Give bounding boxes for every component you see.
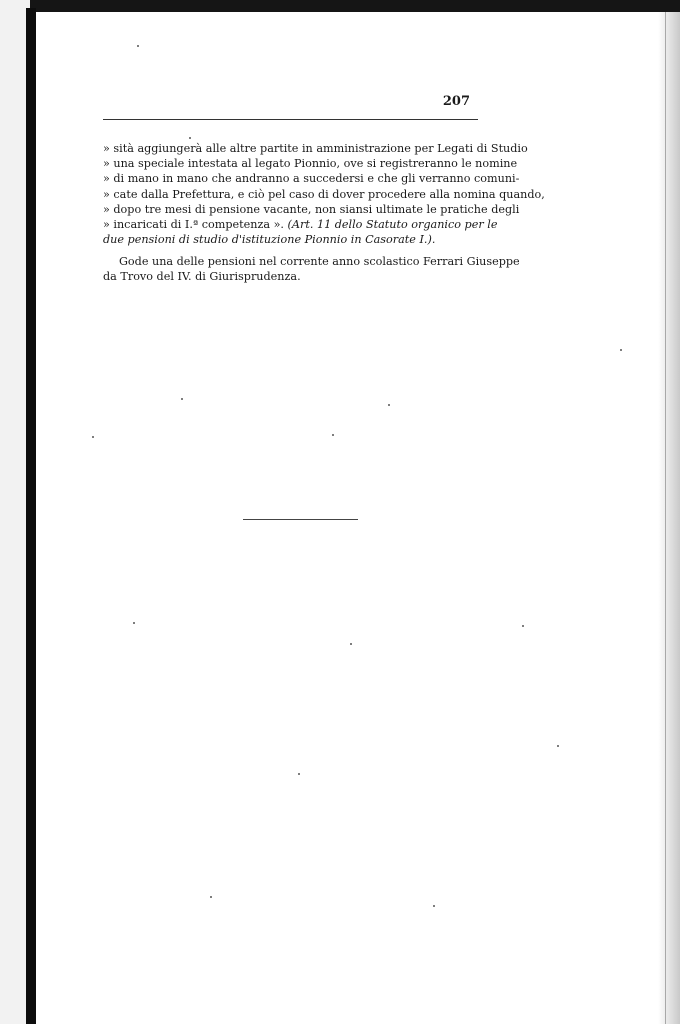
text-line: da Trovo del IV. di Giurisprudenza.: [103, 270, 301, 284]
section-end-rule: [243, 519, 358, 520]
scan-speck: [332, 434, 334, 436]
citation-italic: (Art. 11 dello Statuto organico per le: [284, 218, 498, 232]
scan-speck: [350, 643, 352, 645]
text-line: » dopo tre mesi di pensione vacante, non siansi ultimate le pratiche degli: [103, 202, 520, 216]
scan-speck: [433, 905, 435, 907]
pension-holder-paragraph: [103, 254, 520, 284]
text-line: [103, 217, 498, 232]
scan-speck: [133, 622, 135, 624]
page-edge-line: [665, 12, 666, 1024]
scan-speck: [92, 436, 94, 438]
header-rule: [103, 119, 478, 120]
scan-speck: [557, 745, 559, 747]
text-line: » cate dalla Prefettura, e ciò pel caso di dover procedere alla nomina quando,: [103, 187, 545, 201]
scan-speck: [522, 625, 524, 627]
text-line: » sità aggiungerà alle altre partite in amministrazione per Legati di Studio: [103, 142, 528, 155]
book-spine-shadow: [26, 8, 36, 1024]
text-line: » una speciale intestata al legato Pionnio, ove si registreranno le nomine: [103, 157, 518, 171]
text-line: » di mano in mano che andranno a succedersi e che gli verranno comuni-: [103, 172, 520, 186]
page-number: 207: [442, 94, 470, 109]
text-line: Gode una delle pensioni nel corrente anno scolastico Ferrari Giuseppe: [119, 255, 520, 268]
page-edge-shadow: [658, 12, 680, 1024]
scan-speck: [189, 137, 191, 139]
scan-speck: [181, 398, 183, 400]
quoted-statute-text: [103, 141, 545, 247]
citation-italic-line: due pensioni di studio d'istituzione Pionnio in Casorate I.).: [103, 233, 436, 247]
scan-speck: [298, 773, 300, 775]
scan-speck: [137, 45, 139, 47]
text-segment: » incaricati di I.ª competenza ».: [103, 218, 284, 232]
scan-speck: [388, 404, 390, 406]
scan-top-edge: [0, 0, 680, 12]
scan-speck: [620, 349, 622, 351]
scan-speck: [210, 896, 212, 898]
